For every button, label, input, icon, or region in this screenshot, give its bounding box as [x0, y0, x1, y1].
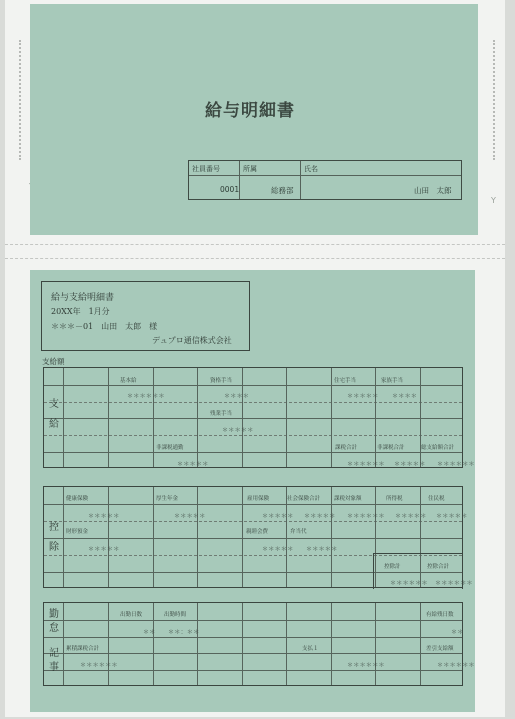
- deduction-total-label: 控除合計: [427, 564, 450, 570]
- savings-label: 財形預金: [66, 529, 89, 535]
- net-pay-label: 差引支給額: [426, 646, 454, 652]
- overtime-allowance-label: 残業手当: [210, 411, 233, 417]
- attendance-table: [43, 602, 475, 686]
- income-tax-label: 所得税: [386, 496, 403, 502]
- resident-tax-label: 住民税: [428, 496, 445, 502]
- housing-allowance-label: 住宅手当: [334, 378, 357, 384]
- basic-salary-value: ＊＊＊＊＊＊: [127, 393, 165, 400]
- deduction-side-label-2: 除: [49, 542, 59, 553]
- deduction-total-bracket: [373, 553, 463, 589]
- perforation-line: [5, 244, 505, 245]
- notes-side-label-2: 事: [49, 662, 59, 673]
- taxable-total-value: ＊＊＊＊＊＊: [347, 461, 385, 468]
- qualification-allowance-value: ＊＊＊＊: [224, 393, 250, 400]
- gross-pay-total-value: ＊＊＊＊＊＊: [437, 461, 475, 468]
- employment-insurance-value: ＊＊＊＊＊: [262, 513, 294, 520]
- qualification-allowance-label: 資格手当: [210, 378, 233, 384]
- payslip-notice-box: [41, 281, 250, 351]
- deduction-subtotal-value: ＊＊＊＊＊＊: [390, 580, 428, 587]
- notice-title: 給与支給明細書: [51, 293, 115, 303]
- department-value: 総務部: [271, 186, 294, 195]
- savings-value: ＊＊＊＊＊: [88, 546, 120, 553]
- health-insurance-value: ＊＊＊＊＊: [88, 513, 120, 520]
- cut-mark-right: Y: [491, 196, 496, 205]
- employment-insurance-label: 雇用保険: [247, 496, 270, 502]
- non-taxable-total-label: 非課税合計: [377, 445, 405, 451]
- notice-company: デュプロ通信株式会社: [152, 336, 232, 345]
- notes-side-label-1: 記: [49, 648, 59, 659]
- tractor-holes-right: [493, 40, 499, 160]
- family-allowance-label: 家族手当: [381, 378, 404, 384]
- non-taxable-commute-value: ＊＊＊＊＊: [177, 461, 209, 468]
- cumulative-taxable-value: ＊＊＊＊＊＊: [80, 662, 118, 669]
- employee-info-box: [188, 160, 462, 200]
- resident-tax-value: ＊＊＊＊＊: [436, 513, 468, 520]
- payment-side-label-2: 給: [49, 419, 59, 430]
- document-title: 給与明細書: [205, 101, 295, 121]
- pension-label: 厚生年金: [156, 496, 179, 502]
- gross-pay-total-label: 総支給額合計: [421, 445, 455, 451]
- perforation-line: [5, 258, 505, 259]
- non-taxable-commute-label: 非課税通勤: [156, 445, 184, 451]
- pension-value: ＊＊＊＊＊: [174, 513, 206, 520]
- health-insurance-label: 健康保険: [66, 496, 89, 502]
- net-pay-value: ＊＊＊＊＊＊: [437, 662, 475, 669]
- overtime-allowance-value: ＊＊＊＊＊: [222, 427, 254, 434]
- social-insurance-total-value: ＊＊＊＊＊: [304, 513, 336, 520]
- department-header: 所属: [243, 165, 257, 173]
- taxable-amount-label: 課税対象額: [334, 496, 362, 502]
- payment-1-value: ＊＊＊＊＊＊: [347, 662, 385, 669]
- lunch-fee-value: ＊＊＊＊＊: [306, 546, 338, 553]
- basic-salary-label: 基本給: [120, 378, 137, 384]
- taxable-amount-value: ＊＊＊＊＊＊: [347, 513, 385, 520]
- employee-name-value: 山田 太郎: [414, 186, 452, 195]
- attendance-side-label-2: 怠: [49, 623, 59, 634]
- paid-leave-remaining-label: 有給残日数: [426, 612, 454, 618]
- payment-1-label: 支払１: [302, 646, 319, 652]
- club-fee-value: ＊＊＊＊＊: [262, 546, 294, 553]
- housing-allowance-value: ＊＊＊＊＊: [347, 393, 379, 400]
- notice-recipient: ＊＊＊－01 山田 太郎 様: [51, 322, 158, 331]
- deduction-subtotal-label: 控除計: [384, 564, 401, 570]
- employee-number-header: 社員番号: [192, 165, 220, 173]
- non-taxable-total-value: ＊＊＊＊＊: [394, 461, 426, 468]
- attendance-side-label-1: 勤: [49, 609, 59, 620]
- payment-section-label: 支給額: [42, 357, 65, 366]
- income-tax-value: ＊＊＊＊＊: [395, 513, 427, 520]
- paid-leave-remaining-value: ＊＊: [451, 629, 464, 636]
- work-days-value: ＊＊: [143, 629, 156, 636]
- lunch-fee-label: 弁当代: [290, 529, 307, 535]
- taxable-total-label: 課税合計: [335, 445, 358, 451]
- social-insurance-total-label: 社会保険合計: [287, 496, 321, 502]
- deduction-side-label-1: 控: [49, 522, 59, 533]
- payment-table: [43, 367, 475, 468]
- tractor-holes-left: [19, 40, 25, 160]
- notice-period: 20XX年 1月分: [51, 307, 110, 316]
- family-allowance-value: ＊＊＊＊: [392, 393, 418, 400]
- cumulative-taxable-label: 累積課税合計: [66, 646, 100, 652]
- payment-side-label-1: 支: [49, 399, 59, 410]
- club-fee-label: 親睦会費: [246, 529, 269, 535]
- work-days-label: 出勤日数: [120, 612, 143, 618]
- name-header: 氏名: [304, 165, 318, 173]
- employee-number-value: 0001: [220, 185, 240, 194]
- work-hours-value: ＊＊：＊＊: [168, 629, 200, 636]
- work-hours-label: 出勤時間: [164, 612, 187, 618]
- deduction-total-value: ＊＊＊＊＊＊: [435, 580, 473, 587]
